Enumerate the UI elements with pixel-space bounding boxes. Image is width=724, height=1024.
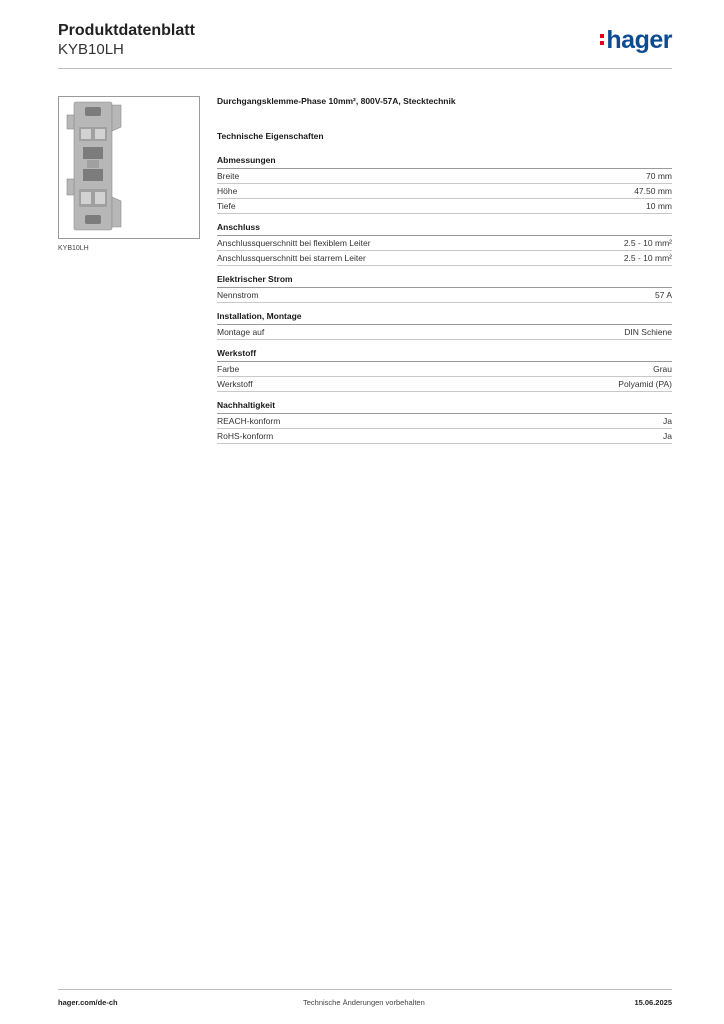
- spec-value: Grau: [653, 364, 672, 374]
- product-name: Durchgangsklemme-Phase 10mm², 800V-57A, Stecktechnik: [217, 96, 456, 106]
- logo-dots-icon: [600, 31, 604, 48]
- spec-value: Polyamid (PA): [618, 379, 672, 389]
- section-title: Werkstoff: [217, 348, 672, 362]
- spec-label: RoHS-konform: [217, 431, 274, 441]
- section-title: Installation, Montage: [217, 311, 672, 325]
- section-title: Anschluss: [217, 222, 672, 236]
- logo-text: hager: [606, 26, 672, 54]
- spec-section: [217, 155, 672, 214]
- spec-row: [217, 414, 672, 429]
- spec-section: [217, 348, 672, 392]
- spec-label: Höhe: [217, 186, 238, 196]
- section-title: Elektrischer Strom: [217, 274, 672, 288]
- product-image: [58, 96, 200, 239]
- spec-value: 47.50 mm: [634, 186, 672, 196]
- section-title: Abmessungen: [217, 155, 672, 169]
- spec-section: [217, 311, 672, 340]
- spec-label: Farbe: [217, 364, 240, 374]
- terminal-block-product-photo: [59, 97, 199, 238]
- spec-label: Tiefe: [217, 201, 236, 211]
- spec-row: [217, 236, 672, 251]
- spec-sections: [217, 155, 672, 444]
- spec-row: [217, 429, 672, 444]
- footer-date: 15.06.2025: [634, 998, 672, 1007]
- spec-label: Werkstoff: [217, 379, 253, 389]
- header-divider: [58, 68, 672, 69]
- hager-logo[interactable]: [600, 28, 672, 53]
- spec-label: Anschlussquerschnitt bei flexiblem Leiter: [217, 238, 371, 248]
- spec-section: [217, 400, 672, 444]
- spec-value: DIN Schiene: [624, 327, 672, 337]
- spec-row: [217, 325, 672, 340]
- spec-row: [217, 362, 672, 377]
- product-code: KYB10LH: [58, 41, 124, 58]
- spec-label: REACH-konform: [217, 416, 281, 426]
- datasheet-content: [217, 96, 672, 452]
- page-title: Produktdatenblatt: [58, 22, 195, 39]
- spec-row: [217, 184, 672, 199]
- spec-label: Nennstrom: [217, 290, 259, 300]
- spec-row: [217, 169, 672, 184]
- image-caption: KYB10LH: [58, 245, 89, 252]
- spec-row: [217, 377, 672, 392]
- spec-value: 70 mm: [646, 171, 672, 181]
- spec-value: Ja: [663, 431, 672, 441]
- spec-label: Breite: [217, 171, 240, 181]
- spec-value: 2.5 - 10 mm²: [623, 253, 672, 263]
- spec-label: Anschlussquerschnitt bei starrem Leiter: [217, 253, 366, 263]
- spec-section: [217, 222, 672, 266]
- footer-divider: [58, 989, 672, 990]
- tech-heading: Technische Eigenschaften: [217, 131, 324, 141]
- spec-value: 2.5 - 10 mm²: [623, 238, 672, 248]
- spec-row: [217, 251, 672, 266]
- spec-section: [217, 274, 672, 303]
- spec-label: Montage auf: [217, 327, 265, 337]
- spec-value: Ja: [663, 416, 672, 426]
- spec-value: 10 mm: [646, 201, 672, 211]
- section-title: Nachhaltigkeit: [217, 400, 672, 414]
- spec-row: [217, 288, 672, 303]
- footer-website-link[interactable]: hager.com/de-ch: [58, 998, 118, 1007]
- spec-value: 57 A: [654, 290, 672, 300]
- spec-row: [217, 199, 672, 214]
- footer-notice: Technische Änderungen vorbehalten: [303, 998, 425, 1007]
